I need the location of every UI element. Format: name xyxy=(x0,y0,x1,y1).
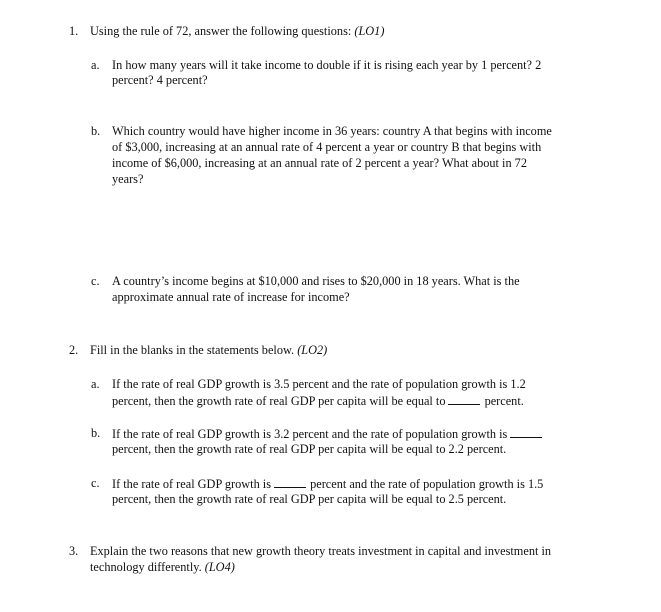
q2b-letter: b. xyxy=(91,426,101,440)
q2-number: 2. xyxy=(69,343,79,357)
q2-stem-text: Fill in the blanks in the statements below. xyxy=(90,343,295,357)
q1-stem xyxy=(90,24,384,40)
q3-line-2 xyxy=(90,560,235,576)
q2a-line-2 xyxy=(112,393,524,410)
q1b-line-2: of $3,000, increasing at an annual rate of 4 percent a year or country B that begins with xyxy=(112,140,542,154)
q2b-line-2: percent, then the growth rate of real GDP per capita will be equal to 2.2 percent. xyxy=(112,442,507,456)
q2b-line-1 xyxy=(112,426,542,443)
q2a-answer-blank xyxy=(448,393,480,405)
q2a-letter: a. xyxy=(91,377,100,391)
q2a-line-1: If the rate of real GDP growth is 3.5 percent and the rate of population growth is 1.2 xyxy=(112,377,526,391)
q2a-line-2-after: percent. xyxy=(484,394,524,408)
q1b-line-4: years? xyxy=(112,172,144,186)
q1b-letter: b. xyxy=(91,124,101,138)
q1c-line-1: A country’s income begins at $10,000 and rises to $20,000 in 18 years. What is the xyxy=(112,274,520,288)
q1a-line-1: In how many years will it take income to double if it is rising each year by 1 percent? 2 xyxy=(112,58,542,72)
q3-line-1: Explain the two reasons that new growth theory treats investment in capital and investment in xyxy=(90,544,552,558)
q2b-answer-blank xyxy=(510,426,542,438)
q3-number: 3. xyxy=(69,544,79,558)
q2-learning-objective: (LO2) xyxy=(297,343,328,357)
q2c-line-1-after: percent and the rate of population growth is 1.5 xyxy=(310,477,544,491)
q1a-line-2: percent? 4 percent? xyxy=(112,73,208,87)
q2c-answer-blank xyxy=(274,476,306,488)
q1-learning-objective: (LO1) xyxy=(354,24,385,38)
q3-line-2-text: technology differently. xyxy=(90,560,202,574)
q1b-line-3: income of $6,000, increasing at an annual rate of 2 percent a year? What about in 72 xyxy=(112,156,527,170)
q2a-line-2-before: percent, then the growth rate of real GDP per capita will be equal to xyxy=(112,394,446,408)
q1-number: 1. xyxy=(69,24,79,38)
q1c-letter: c. xyxy=(91,274,100,288)
q2c-line-1-before: If the rate of real GDP growth is xyxy=(112,477,272,491)
q2c-line-1 xyxy=(112,476,543,493)
q2c-line-2: percent, then the growth rate of real GDP per capita will be equal to 2.5 percent. xyxy=(112,492,507,506)
q1c-line-2: approximate annual rate of increase for income? xyxy=(112,290,350,304)
q2-stem xyxy=(90,343,327,359)
q1b-line-1: Which country would have higher income in 36 years: country A that begins with income xyxy=(112,124,552,138)
q2c-letter: c. xyxy=(91,476,100,490)
q2b-line-1-before: If the rate of real GDP growth is 3.2 percent and the rate of population growth is xyxy=(112,427,508,441)
q1a-letter: a. xyxy=(91,58,100,72)
q1-stem-text: Using the rule of 72, answer the following questions: xyxy=(90,24,352,38)
q3-learning-objective: (LO4) xyxy=(204,560,235,574)
